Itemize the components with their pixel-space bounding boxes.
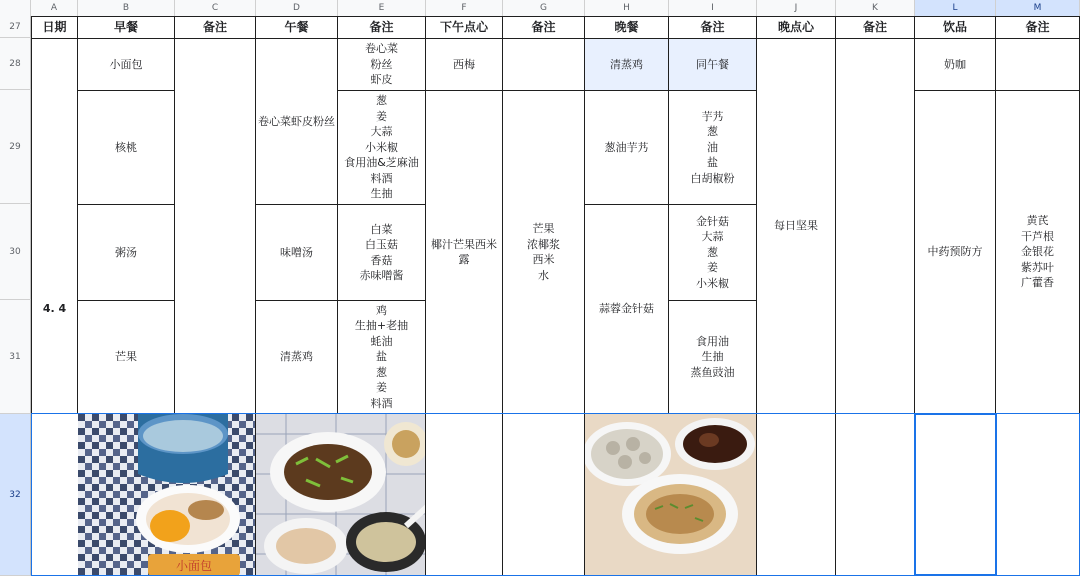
breakfast-item-4[interactable]: 芒果 (78, 301, 175, 414)
lunch-dish-2[interactable]: 味噌汤 (256, 205, 338, 301)
night-snack-cell[interactable]: 每日坚果 (757, 39, 836, 414)
column-header-m[interactable]: M (996, 0, 1080, 16)
bread-package-label: 小面包 (175, 559, 213, 573)
lunch-note-1[interactable]: 卷心菜 粉丝 虾皮 (338, 39, 426, 91)
snack-note-2[interactable]: 芒果 浓椰浆 西米 水 (503, 91, 585, 414)
header-breakfast[interactable]: 早餐 (78, 17, 175, 39)
breakfast-photo[interactable] (78, 414, 256, 576)
column-header-i[interactable]: I (669, 0, 757, 16)
header-note-4[interactable]: 备注 (669, 17, 757, 39)
breakfast-item-1[interactable]: 小面包 (78, 39, 175, 91)
column-header-j[interactable]: J (757, 0, 836, 16)
lunch-note-4[interactable]: 鸡 生抽+老抽 蚝油 盐 葱 姜 料酒 (338, 301, 426, 414)
header-night-snack[interactable]: 晚点心 (757, 17, 836, 39)
drink-note-1[interactable] (996, 39, 1080, 91)
drink-item-1[interactable]: 奶咖 (915, 39, 996, 91)
header-dinner[interactable]: 晚餐 (585, 17, 669, 39)
header-drink[interactable]: 饮品 (915, 17, 996, 39)
drink-photo-cell[interactable] (915, 414, 996, 576)
dinner-dish-1[interactable]: 清蒸鸡 (585, 39, 669, 91)
column-header-h[interactable]: H (585, 0, 669, 16)
column-header-row (0, 0, 1080, 17)
breakfast-note-cell[interactable] (175, 39, 256, 414)
header-note-6[interactable]: 备注 (996, 17, 1080, 39)
dinner-note-2[interactable]: 芋艿 葱 油 盐 白胡椒粉 (669, 91, 757, 205)
dinner-note-1[interactable]: 同午餐 (669, 39, 757, 91)
night-snack-photo-cell[interactable] (757, 414, 836, 576)
snack-note-1[interactable] (503, 39, 585, 91)
dinner-photo-image (585, 414, 757, 576)
snack-photo-cell[interactable] (426, 414, 503, 576)
dinner-note-4[interactable]: 食用油 生抽 蒸鱼豉油 (669, 301, 757, 414)
dinner-dish-3[interactable]: 蒜蓉金针菇 (585, 205, 669, 414)
column-header-c[interactable]: C (175, 0, 256, 16)
drink-note-2[interactable]: 黄芪 干芦根 金银花 紫苏叶 广藿香 (996, 91, 1080, 414)
row-header-28[interactable]: 28 (0, 38, 31, 90)
row-header-30[interactable]: 30 (0, 204, 31, 300)
column-header-l[interactable]: L (915, 0, 996, 16)
row-header-29[interactable]: 29 (0, 90, 31, 204)
snack-item-2[interactable]: 椰汁芒果西米露 (426, 91, 503, 414)
header-note-1[interactable]: 备注 (175, 17, 256, 39)
header-note-5[interactable]: 备注 (836, 17, 915, 39)
header-snack[interactable]: 下午点心 (426, 17, 503, 39)
column-header-g[interactable]: G (503, 0, 585, 16)
night-snack-note-cell[interactable] (836, 39, 915, 414)
row-header-27[interactable]: 27 (0, 16, 31, 38)
snack-item-1[interactable]: 西梅 (426, 39, 503, 91)
drink-note-photo-cell[interactable] (996, 414, 1080, 576)
dinner-photo[interactable] (585, 414, 757, 576)
dinner-note-3[interactable]: 金针菇 大蒜 葱 姜 小米椒 (669, 205, 757, 301)
row-header-31[interactable]: 31 (0, 300, 31, 414)
snack-note-photo-cell[interactable] (503, 414, 585, 576)
row-header-32[interactable]: 32 (0, 414, 31, 576)
lunch-note-2[interactable]: 葱 姜 大蒜 小米椒 食用油&芝麻油 料酒 生抽 (338, 91, 426, 205)
lunch-dish-1[interactable]: 卷心菜虾皮粉丝 (256, 39, 338, 205)
lunch-photo[interactable] (256, 414, 426, 576)
lunch-note-3[interactable]: 白菜 白玉菇 香菇 赤味噌酱 (338, 205, 426, 301)
header-note-2[interactable]: 备注 (338, 17, 426, 39)
column-header-e[interactable]: E (338, 0, 426, 16)
breakfast-photo-image (78, 414, 256, 576)
column-header-a[interactable]: A (31, 0, 78, 16)
drink-item-2[interactable]: 中药预防方 (915, 91, 996, 414)
night-snack-note-photo-cell[interactable] (836, 414, 915, 576)
header-date[interactable]: 日期 (32, 17, 78, 39)
column-header-d[interactable]: D (256, 0, 338, 16)
header-lunch[interactable]: 午餐 (256, 17, 338, 39)
column-header-f[interactable]: F (426, 0, 503, 16)
breakfast-item-2[interactable]: 核桃 (78, 91, 175, 205)
lunch-photo-image (256, 414, 426, 576)
lunch-dish-3[interactable]: 清蒸鸡 (256, 301, 338, 414)
dinner-dish-2[interactable]: 葱油芋艿 (585, 91, 669, 205)
column-header-b[interactable]: B (78, 0, 175, 16)
header-note-3[interactable]: 备注 (503, 17, 585, 39)
date-cell[interactable]: 4. 4 (32, 39, 78, 414)
column-header-k[interactable]: K (836, 0, 915, 16)
breakfast-item-3[interactable]: 粥汤 (78, 205, 175, 301)
corner-cell[interactable] (0, 0, 31, 16)
